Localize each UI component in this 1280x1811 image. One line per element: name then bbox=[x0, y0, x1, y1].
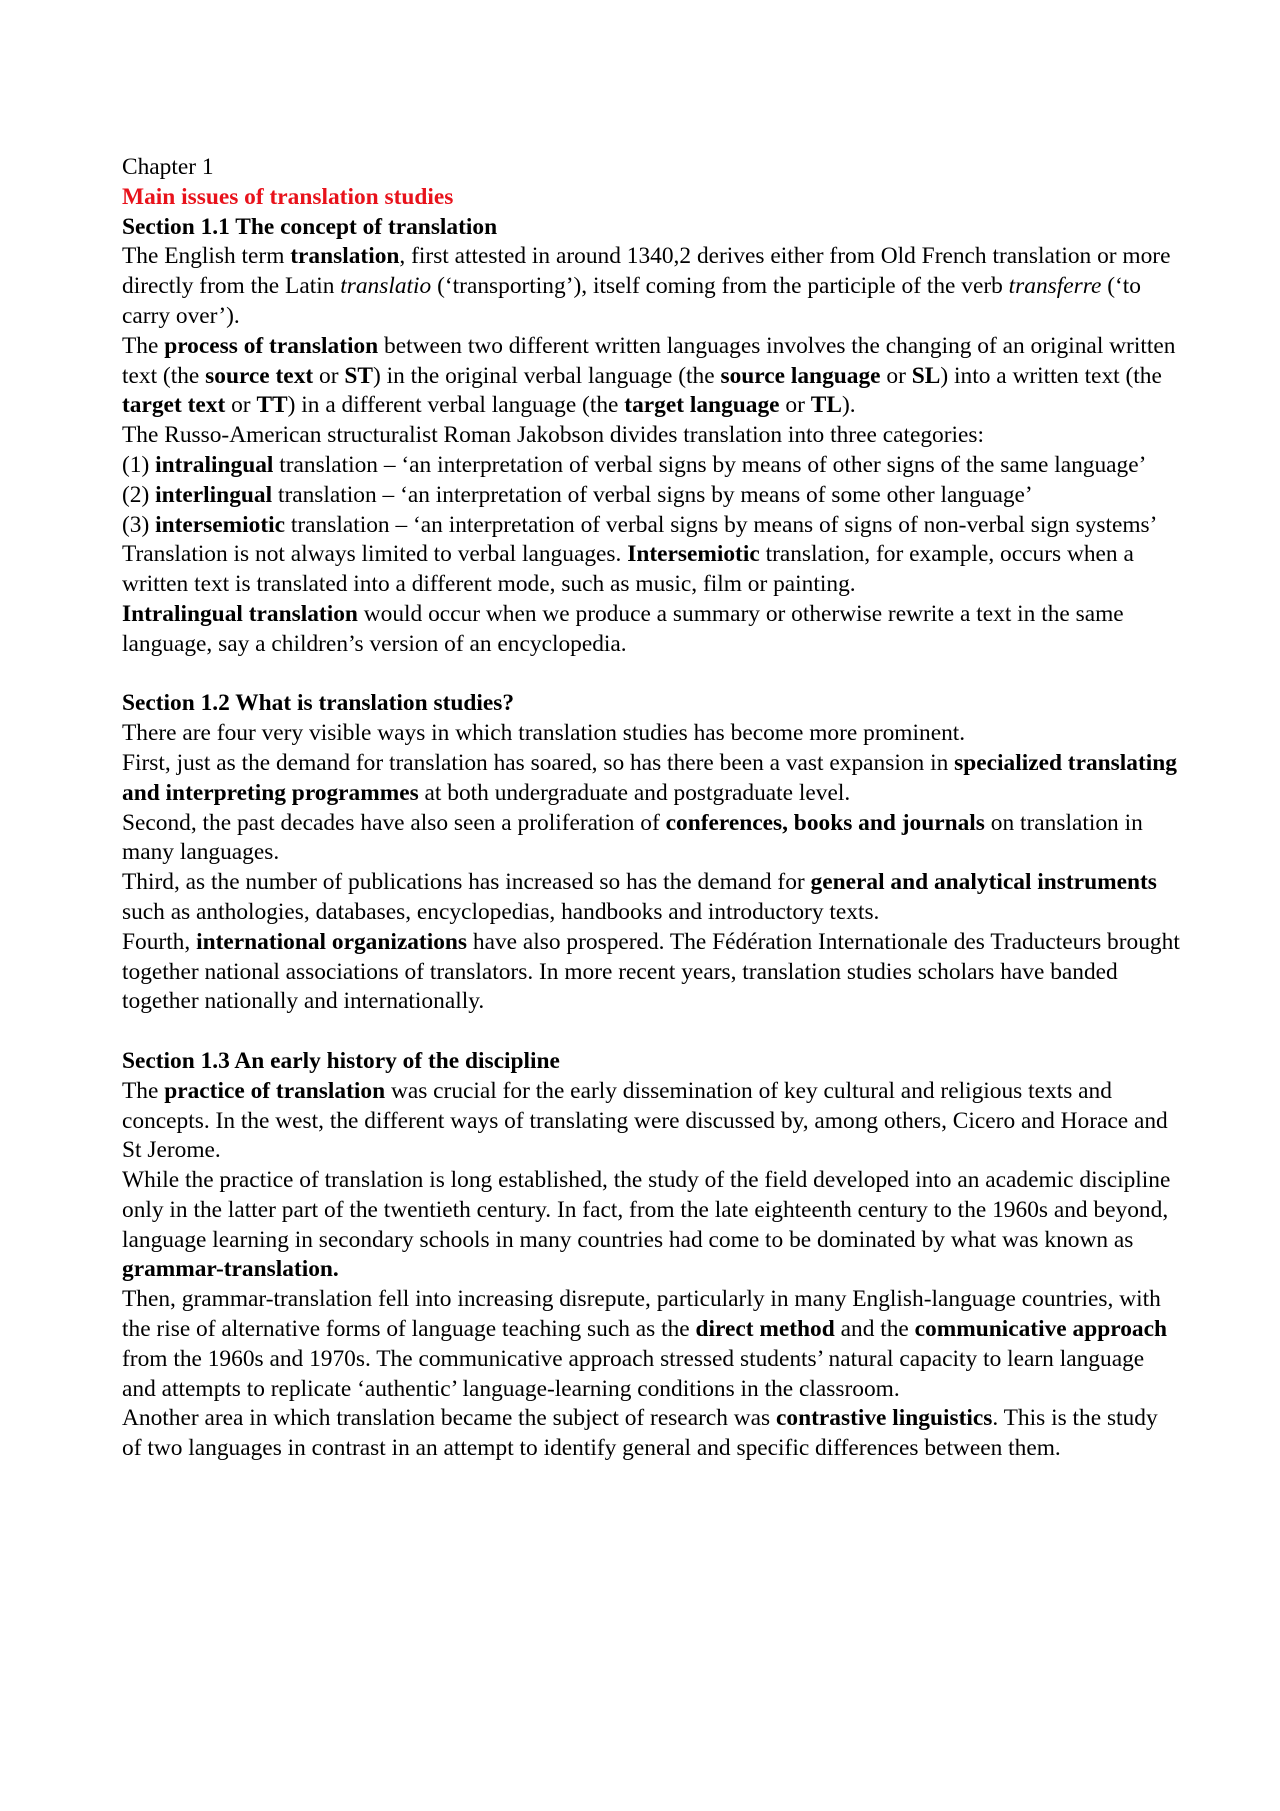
paragraph: First, just as the demand for translation has soared, so has there been a vast expansion in specialized translating and interpreting programmes at both undergraduate and postgraduate level. bbox=[122, 749, 1177, 806]
list-item: (2) interlingual translation – ‘an interpretation of verbal signs by means of some other language’ bbox=[122, 481, 1033, 508]
list-item: (1) intralingual translation – ‘an interpretation of verbal signs by means of other signs of the same language’ bbox=[122, 451, 1147, 478]
section-1-2-heading: Section 1.2 What is translation studies? bbox=[122, 690, 515, 717]
paragraph: Third, as the number of publications has increased so has the demand for general and analytical instruments such as anthologies, databases, encyclopedias, handbooks and introductory texts. bbox=[122, 869, 1157, 925]
blank-line bbox=[122, 660, 1182, 690]
paragraph: Fourth, international organizations have also prospered. The Fédération Internationale des Traducteurs brought together national associations of translators. In more recent years, translation studies scholars have banded together nationally and internationally. bbox=[122, 928, 1180, 1015]
paragraph: Second, the past decades have also seen a proliferation of conferences, books and journals on translation in many languages. bbox=[122, 809, 1143, 866]
chapter-label: Chapter 1 bbox=[122, 154, 214, 180]
paragraph: Intralingual translation would occur when we produce a summary or otherwise rewrite a text in the same language, say a children’s version of an encyclopedia. bbox=[122, 600, 1124, 657]
section-1-1-heading: Section 1.1 The concept of translation bbox=[122, 213, 498, 240]
list-item: (3) intersemiotic translation – ‘an interpretation of verbal signs by means of signs of non-verbal sign systems’ bbox=[122, 511, 1158, 538]
paragraph: The English term translation, first attested in around 1340,2 derives either from Old French translation or more directly from the Latin translatio (‘transporting’), itself coming from the participle of the verb transferre (‘to carry over’). bbox=[122, 243, 1171, 329]
paragraph: There are four very visible ways in which translation studies has become more prominent. bbox=[122, 720, 966, 747]
paragraph: While the practice of translation is long established, the study of the field developed into an academic discipline only in the latter part of the twentieth century. In fact, from the late eighteenth century to the 1960s and beyond, language learning in secondary schools in many countries had come to be dominated by what was known as grammar-translation. bbox=[122, 1167, 1171, 1283]
document-page bbox=[122, 153, 1182, 1464]
paragraph: The Russo-American structuralist Roman Jakobson divides translation into three categories: bbox=[122, 422, 985, 449]
blank-line bbox=[122, 1017, 1182, 1047]
paragraph: The process of translation between two different written languages involves the changing of an original written text (the source text or ST) in the original verbal language (the source language or SL) into a written text (the target text or TT) in a different verbal language (the target language or TL). bbox=[122, 332, 1176, 419]
chapter-title: Main issues of translation studies bbox=[122, 183, 454, 210]
section-1-3-heading: Section 1.3 An early history of the discipline bbox=[122, 1047, 560, 1074]
paragraph: The practice of translation was crucial for the early dissemination of key cultural and religious texts and concepts. In the west, the different ways of translating were discussed by, among others, Cicero and Horace and St Jerome. bbox=[122, 1077, 1168, 1164]
paragraph: Another area in which translation became the subject of research was contrastive linguistics. This is the study of two languages in contrast in an attempt to identify general and specific differences between them. bbox=[122, 1405, 1158, 1462]
paragraph: Then, grammar-translation fell into increasing disrepute, particularly in many English-language countries, with the rise of alternative forms of language teaching such as the direct method and the communicative approach from the 1960s and 1970s. The communicative approach stressed students’ natural capacity to learn language and attempts to replicate ‘authentic’ language-learning conditions in the classroom. bbox=[122, 1286, 1167, 1402]
paragraph: Translation is not always limited to verbal languages. Intersemiotic translation, for example, occurs when a written text is translated into a different mode, such as music, film or painting. bbox=[122, 541, 1134, 598]
